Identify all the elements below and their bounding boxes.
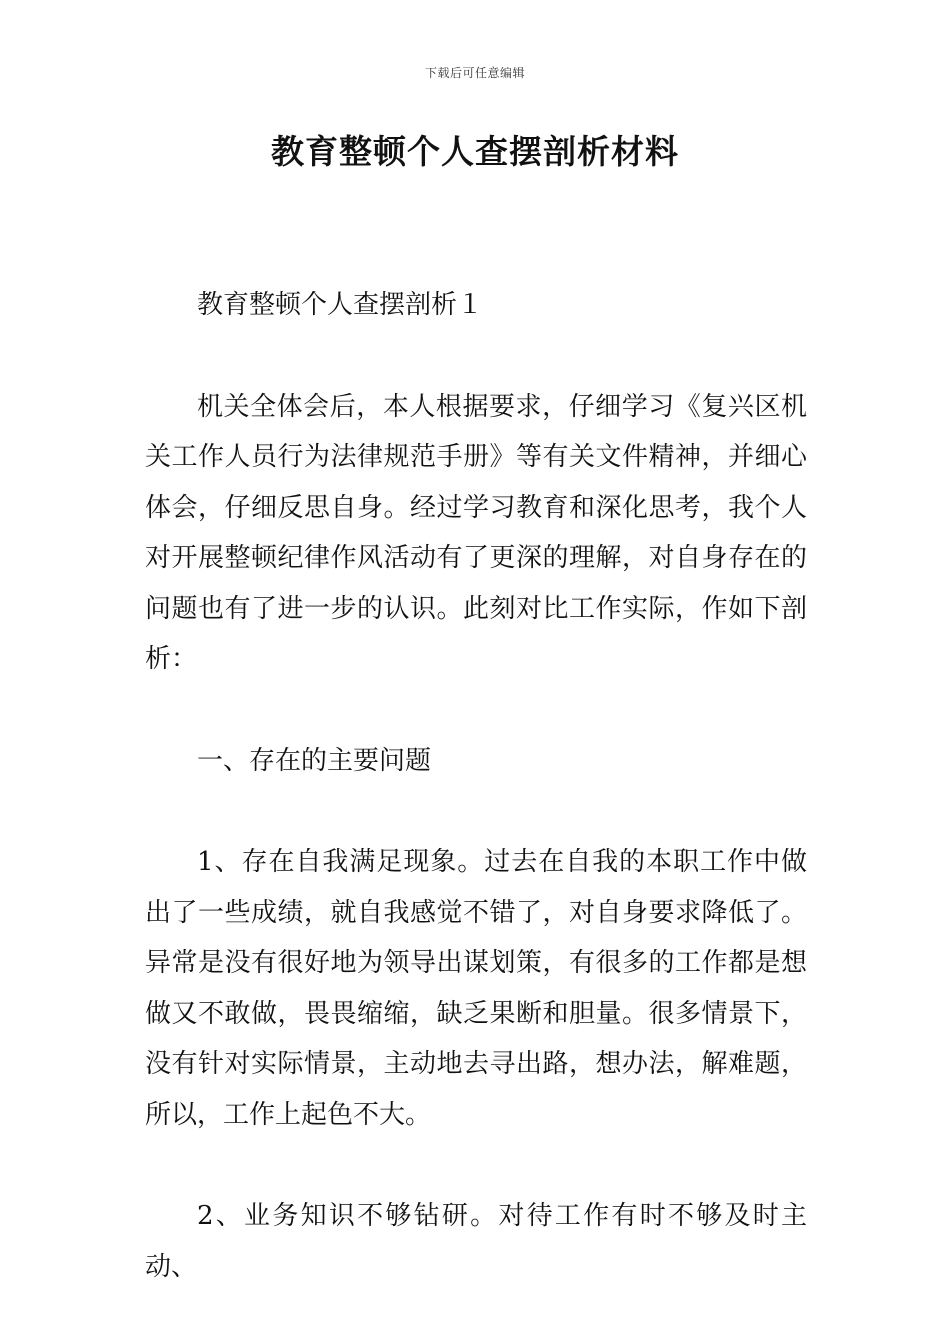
header-note: 下载后可任意编辑 bbox=[424, 66, 525, 80]
section-heading: 教育整顿个人查摆剖析１ bbox=[197, 290, 484, 320]
problems-heading: 一、存在的主要问题 bbox=[197, 745, 432, 776]
paragraph-gap bbox=[145, 1140, 807, 1191]
intro-paragraph: 机关全体会后，本人根据要求，仔细学习《复兴区机关工作人员行为法律规范手册》等有关文件精神，并细心体会，仔细反思自身。经过学习教育和深化思考，我个人对开展整顿纪律作风活动有了更深的理解，对自身存在的问题也有了进一步的认识。此刻对比工作实际，作如下剖析： bbox=[145, 391, 807, 674]
problem-paragraph-2: 2、业务知识不够钻研。对待工作有时不够及时主动、 bbox=[145, 1201, 807, 1282]
paragraph-gap bbox=[145, 331, 807, 382]
paragraph-gap bbox=[145, 786, 807, 837]
document-body bbox=[145, 280, 807, 1292]
problem-paragraph-1: 1、存在自我满足现象。过去在自我的本职工作中做出了一些成绩，就自我感觉不错了，对自身要求降低了。异常是没有很好地为领导出谋划策，有很多的工作都是想做又不敢做，畏畏缩缩，缺乏果断和胆量。很多情景下，没有针对实际情景，主动地去寻出路，想办法，解难题，所以，工作上起色不大。 bbox=[145, 847, 807, 1130]
document-title: 教育整顿个人查摆剖析材料 bbox=[271, 132, 679, 171]
paragraph-gap bbox=[145, 685, 807, 736]
